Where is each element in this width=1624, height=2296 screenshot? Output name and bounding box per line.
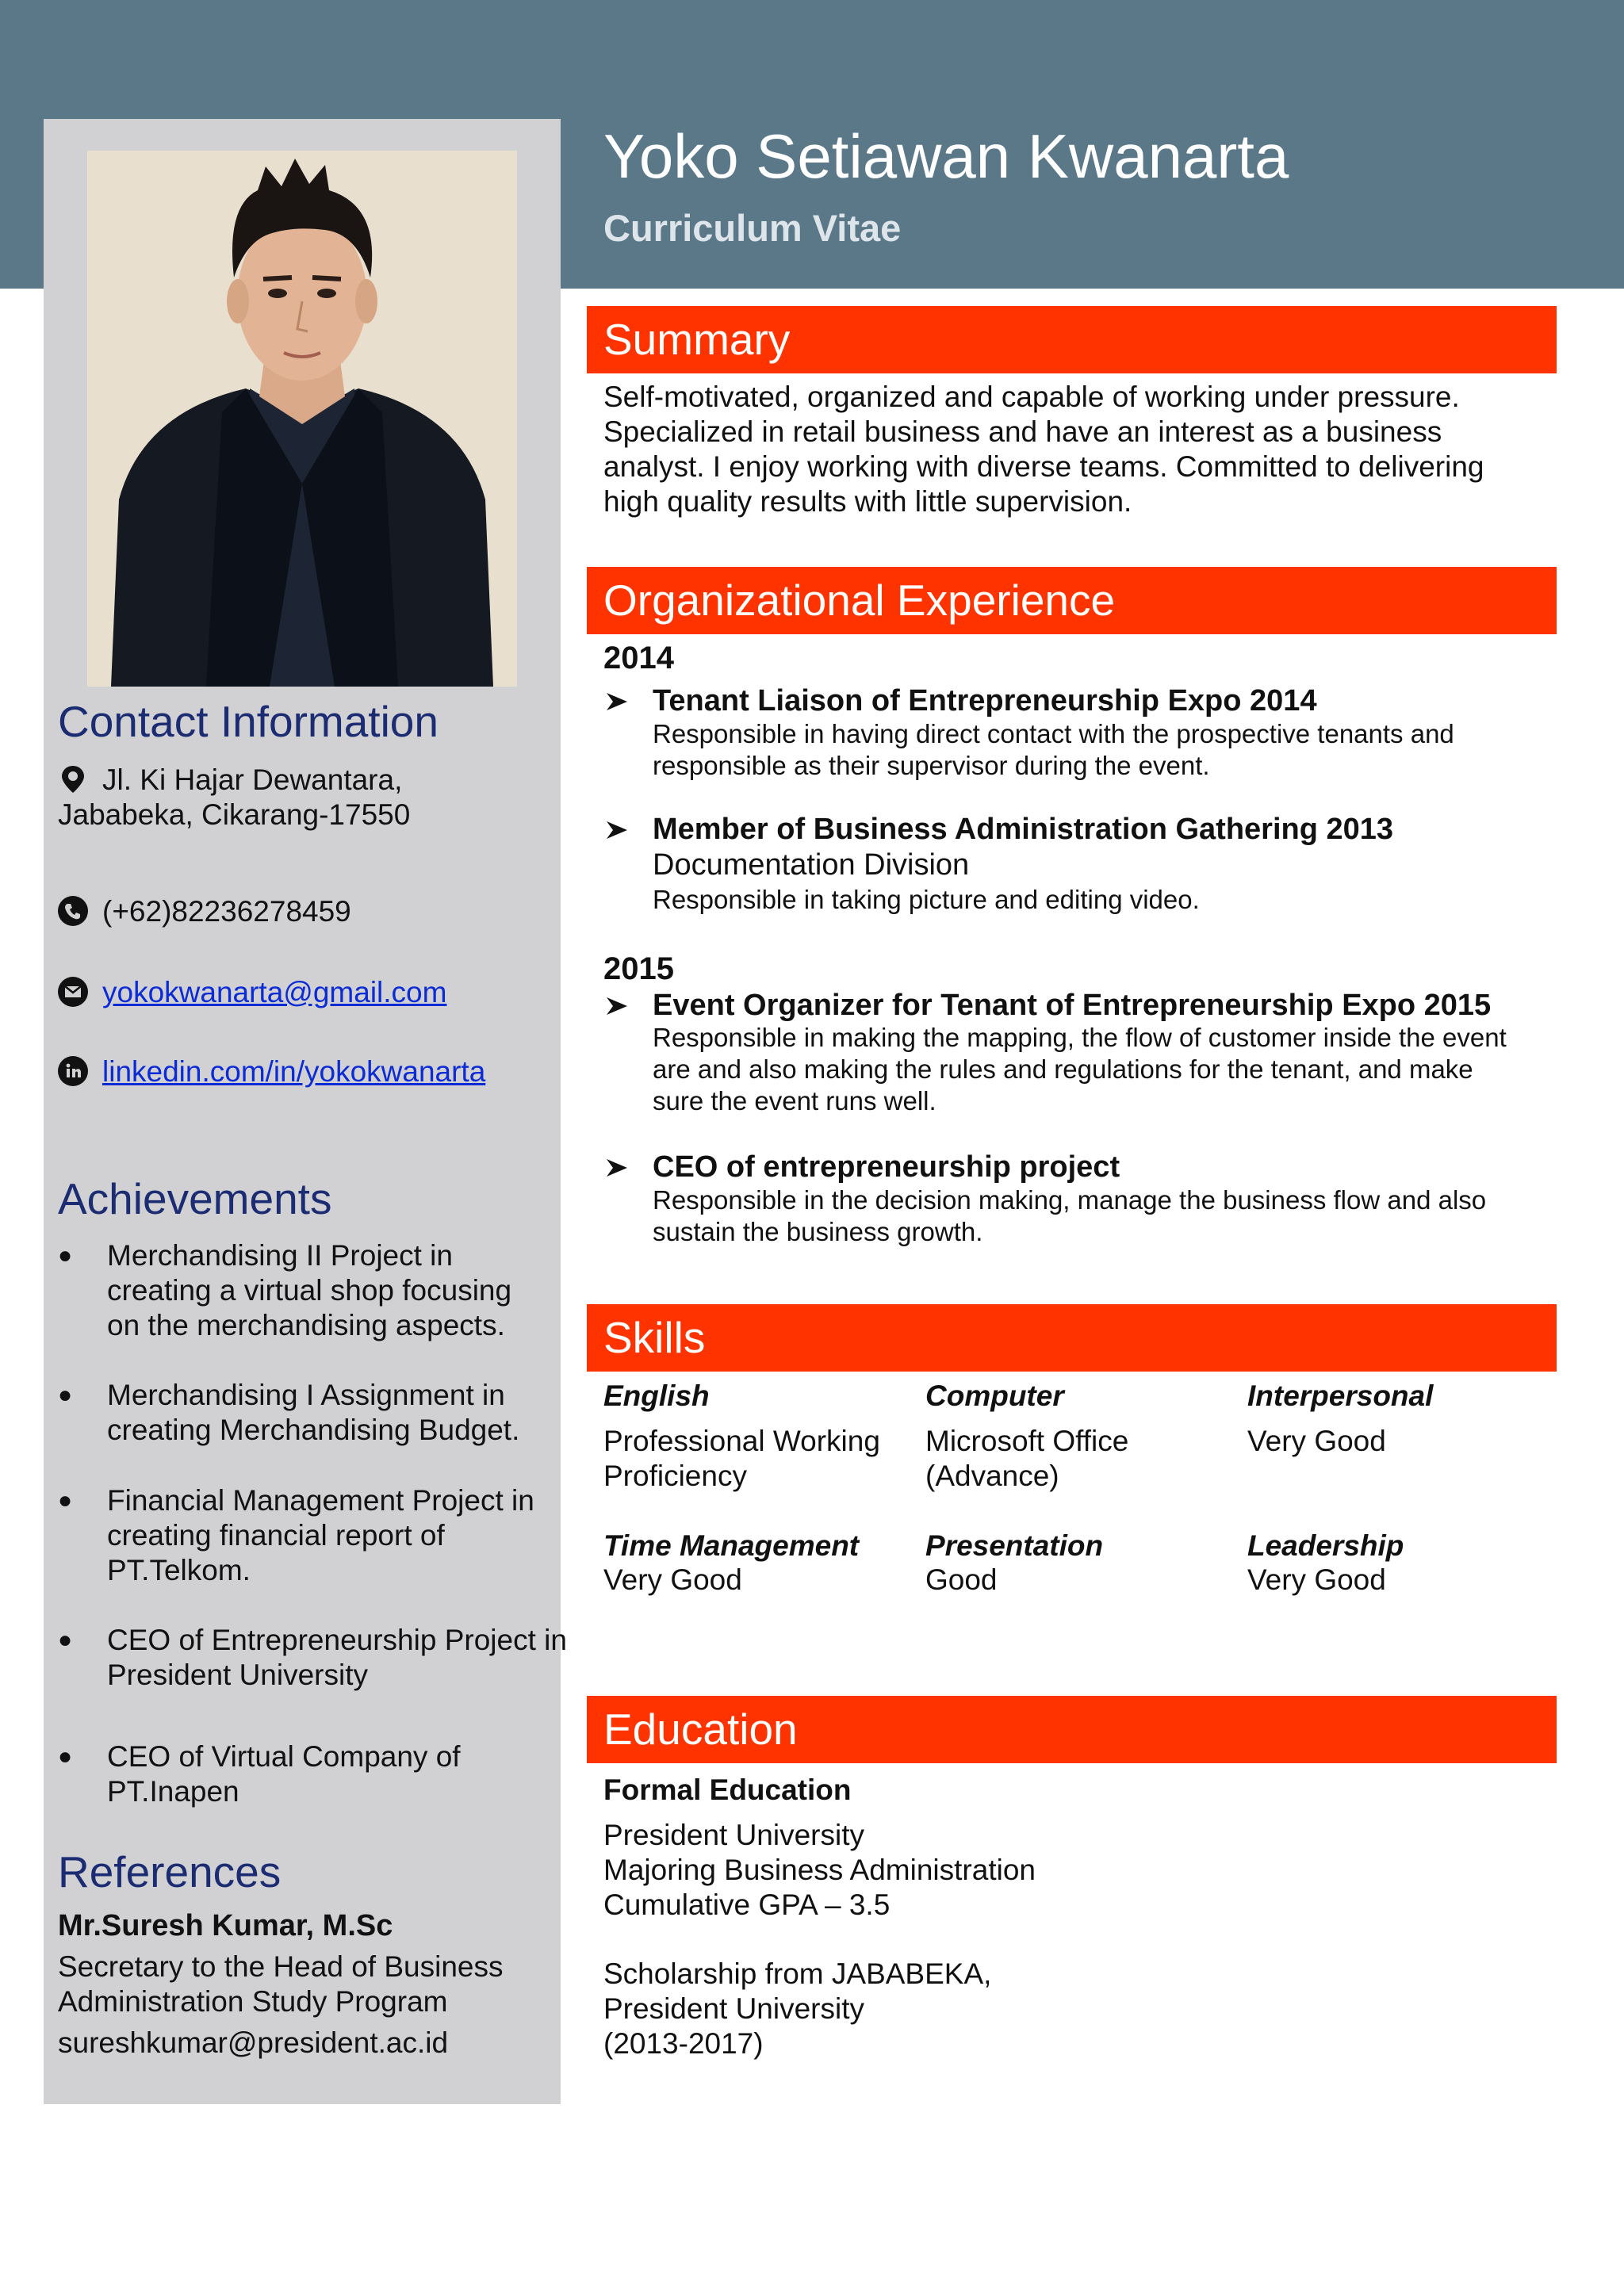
experience-role-description: Responsible in the decision making, manage the business flow and also sustain the business growth. xyxy=(653,1185,1487,1246)
education-line: Cumulative GPA – 3.5 xyxy=(603,1888,891,1921)
email-icon xyxy=(58,977,88,1007)
reference-name: Mr.Suresh Kumar, M.Sc xyxy=(58,1909,393,1942)
contact-heading: Contact Information xyxy=(58,697,439,746)
scholarship-line: Scholarship from JABABEKA, xyxy=(603,1957,992,1990)
bullet-icon: ● xyxy=(58,1487,73,1513)
skill-value: Good xyxy=(925,1563,998,1596)
experience-heading: Organizational Experience xyxy=(603,576,1116,625)
summary-text: Self-motivated, organized and capable of working under pressure. Specialized in retail business and have an interest as a business analyst. I enjoy working with diverse teams. Committed to delivering high quality results with little supervision. xyxy=(603,381,1484,518)
achievements-heading: Achievements xyxy=(58,1174,332,1223)
reference-role-line2: Administration Study Program xyxy=(58,1985,448,2018)
reference-email: sureshkumar@president.ac.id xyxy=(58,2026,449,2059)
summary-section-bar xyxy=(587,306,1557,373)
contact-address xyxy=(58,763,534,832)
arrow-bullet-icon xyxy=(605,996,629,1016)
experience-role-title: Event Organizer for Tenant of Entrepreneurship Expo 2015 xyxy=(653,989,1492,1022)
experience-role-division: Documentation Division xyxy=(653,848,970,882)
skill-value: Professional Working Proficiency xyxy=(603,1425,880,1492)
bullet-icon: ● xyxy=(58,1627,73,1653)
arrow-bullet-icon xyxy=(605,691,629,712)
education-line: President University xyxy=(603,1819,865,1851)
skill-category: Interpersonal xyxy=(1247,1380,1434,1412)
skill-value: Very Good xyxy=(603,1563,742,1596)
skill-value: Very Good xyxy=(1247,1425,1386,1457)
skill-value: Very Good xyxy=(1247,1563,1386,1596)
experience-role-description: Responsible in taking picture and editing video. xyxy=(653,885,1200,914)
contact-linkedin xyxy=(58,1054,485,1089)
experience-role-description: Responsible in having direct contact with the prospective tenants and responsible as their supervisor during the event. xyxy=(653,719,1454,780)
cv-subtitle: Curriculum Vitae xyxy=(603,207,902,249)
education-section-bar xyxy=(587,1696,1557,1763)
references-heading: References xyxy=(58,1847,282,1896)
education-line: Majoring Business Administration xyxy=(603,1854,1036,1886)
scholarship-line: President University xyxy=(603,1992,865,2025)
cv-name: Yoko Setiawan Kwanarta xyxy=(603,121,1289,191)
bullet-icon: ● xyxy=(58,1382,73,1408)
contact-email xyxy=(58,975,446,1010)
skill-category: Presentation xyxy=(925,1529,1104,1562)
location-pin-icon xyxy=(58,764,88,794)
experience-role-description: Responsible in making the mapping, the flow of customer inside the event are and also making the rules and regulations for the tenant, and make sure the event runs well. xyxy=(653,1023,1507,1115)
skill-category: English xyxy=(603,1380,710,1412)
experience-role-title: CEO of entrepreneurship project xyxy=(653,1150,1120,1184)
skill-category: Time Management xyxy=(603,1529,860,1562)
address-line2: Jababeka, Cikarang-17550 xyxy=(58,798,411,831)
achievement-text: Merchandising II Project in creating a virtual shop focusing on the merchandising aspects. xyxy=(107,1239,512,1341)
experience-year: 2014 xyxy=(603,641,674,675)
achievement-text: CEO of Entrepreneurship Project in President University xyxy=(107,1624,567,1691)
experience-year: 2015 xyxy=(603,951,674,986)
reference-role-line1: Secretary to the Head of Business xyxy=(58,1950,504,1983)
linkedin-icon xyxy=(58,1056,88,1086)
education-subheading: Formal Education xyxy=(603,1774,852,1806)
profile-photo xyxy=(87,151,517,687)
skill-value: Microsoft Office (Advance) xyxy=(925,1425,1129,1492)
skills-heading: Skills xyxy=(603,1313,706,1362)
experience-role-title: Tenant Liaison of Entrepreneurship Expo 2014 xyxy=(653,684,1317,718)
achievement-text: Financial Management Project in creating financial report of PT.Telkom. xyxy=(107,1484,534,1586)
arrow-bullet-icon xyxy=(605,820,629,840)
arrow-bullet-icon xyxy=(605,1158,629,1178)
scholarship-line: (2013-2017) xyxy=(603,2027,764,2060)
experience-section-bar xyxy=(587,567,1557,634)
address-line1: Jl. Ki Hajar Dewantara, xyxy=(102,763,403,796)
skill-category: Computer xyxy=(925,1380,1064,1412)
summary-heading: Summary xyxy=(603,315,791,364)
skills-section-bar xyxy=(587,1304,1557,1372)
education-heading: Education xyxy=(603,1705,798,1754)
experience-role-title: Member of Business Administration Gathering 2013 xyxy=(653,813,1394,846)
phone-number: (+62)82236278459 xyxy=(102,895,351,928)
linkedin-link[interactable]: linkedin.com/in/yokokwanarta xyxy=(102,1055,486,1088)
achievement-text: CEO of Virtual Company of PT.Inapen xyxy=(107,1740,461,1808)
phone-icon xyxy=(58,896,88,926)
contact-phone xyxy=(58,894,351,929)
email-link[interactable]: yokokwanarta@gmail.com xyxy=(102,976,447,1008)
bullet-icon: ● xyxy=(58,1743,73,1770)
achievement-text: Merchandising I Assignment in creating Merchandising Budget. xyxy=(107,1379,520,1446)
skill-category: Leadership xyxy=(1247,1529,1404,1562)
bullet-icon: ● xyxy=(58,1242,73,1269)
